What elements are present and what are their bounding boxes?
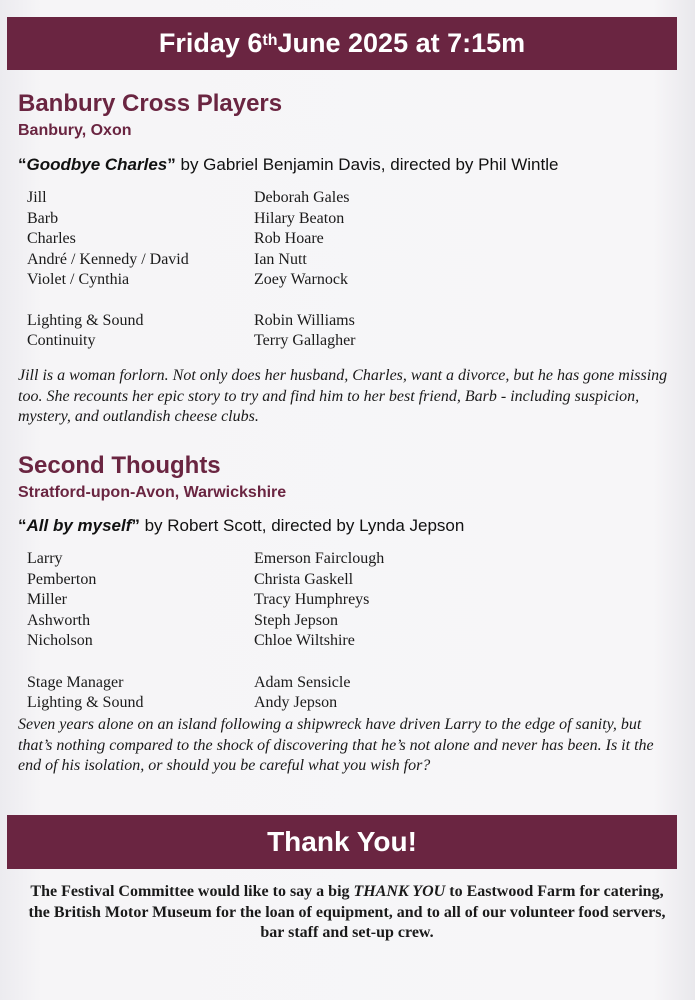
play-title: “Goodbye Charles” xyxy=(18,155,176,174)
cast-row: André / Kennedy / David Ian Nutt xyxy=(27,250,307,268)
cast-row: Barb Hilary Beaton xyxy=(27,209,345,227)
date-ordinal: th xyxy=(262,31,278,49)
date-rest: June 2025 at 7:15m xyxy=(277,28,526,58)
date-day: Friday 6 xyxy=(158,28,263,58)
thanks-banner: Thank You! xyxy=(7,815,677,869)
play-credit: by Gabriel Benjamin Davis, directed by Phil Wintle xyxy=(175,155,559,174)
cast-list xyxy=(27,549,527,714)
cast-row: Pemberton Christa Gaskell xyxy=(27,570,354,588)
company-name: Banbury Cross Players xyxy=(18,90,283,117)
date-banner xyxy=(7,17,677,70)
crew-row: Lighting & Sound Robin Williams xyxy=(27,311,355,329)
cast-row: Violet / Cynthia Zoey Warnock xyxy=(27,271,348,288)
crew-row: Continuity Terry Gallagher xyxy=(27,332,356,349)
play-title: “All by myself” xyxy=(18,516,140,535)
cast-list xyxy=(27,188,527,352)
cast-row: Miller Tracy Humphreys xyxy=(27,591,370,608)
crew-row: Lighting & Sound Andy Jepson xyxy=(27,694,338,711)
cast-row: Nicholson Chloe Wiltshire xyxy=(27,632,355,649)
crew-row: Stage Manager Adam Sensicle xyxy=(27,673,351,691)
cast-row: Ashworth Steph Jepson xyxy=(27,611,338,629)
cast-row: Charles Rob Hoare xyxy=(27,230,324,247)
play-title-line xyxy=(18,516,464,536)
play-title-line xyxy=(18,155,558,175)
play-synopsis: Jill is a woman forlorn. Not only does her husband, Charles, want a divorce, but he has gone missing too. She recounts her epic story to try and find him to her best friend, Barb - including suspicion, mystery, and outlandish cheese clubs. xyxy=(18,367,668,425)
cast-row: Jill Deborah Gales xyxy=(27,189,350,206)
company-location: Banbury, Oxon xyxy=(18,122,132,139)
thanks-message: The Festival Committee would like to say a big THANK YOU to Eastwood Farm for catering, the British Motor Museum for the loan of equipment, and to all of our volunteer food servers, bar staff and set-up crew. xyxy=(28,883,666,941)
company-name: Second Thoughts xyxy=(18,452,221,479)
play-credit: by Robert Scott, directed by Lynda Jepson xyxy=(139,516,465,535)
company-location: Stratford-upon-Avon, Warwickshire xyxy=(18,484,287,501)
cast-row: Larry Emerson Fairclough xyxy=(27,550,385,567)
thanks-emphasis: THANK YOU xyxy=(353,883,446,900)
play-synopsis: Seven years alone on an island following a shipwreck have driven Larry to the edge of sanity, but that’s nothing compared to the shock of discovering that he’s not alone and never has been. Is it the end of his isolation, or should you be careful what you wish for? xyxy=(18,716,654,774)
